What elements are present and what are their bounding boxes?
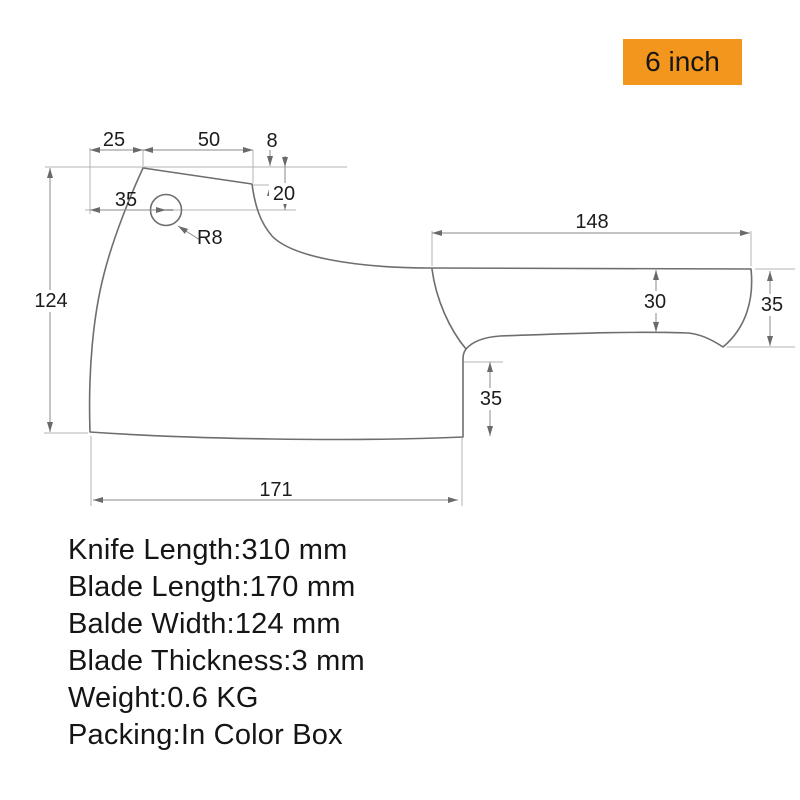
- dim-label-171: 171: [259, 479, 293, 501]
- dim-label-124: 124: [34, 290, 68, 312]
- dim-label-148: 148: [575, 211, 609, 233]
- label-masks: [31, 183, 788, 410]
- dimension-labels: [34, 129, 783, 501]
- dim-label-35-handle: 35: [760, 294, 784, 316]
- dim-label-35-neck: 35: [479, 388, 503, 410]
- dim-label-20: 20: [272, 183, 296, 205]
- spec-line-blade-length: Blade Length:170 mm: [68, 571, 356, 603]
- dim-label-8: 8: [266, 130, 278, 152]
- spec-line-blade-thickness: Blade Thickness:3 mm: [68, 645, 365, 677]
- spec-line-packing: Packing:In Color Box: [68, 719, 343, 751]
- size-badge-label: 6 inch: [645, 46, 720, 77]
- spec-line-blade-width: Balde Width:124 mm: [68, 608, 341, 640]
- dim-label-35-hole: 35: [114, 189, 138, 211]
- spec-line-weight: Weight:0.6 KG: [68, 682, 259, 714]
- dim-label-25: 25: [102, 129, 126, 151]
- dim-label-30: 30: [643, 291, 667, 313]
- neck-bolster-line: [432, 269, 466, 349]
- dimension-lines: [50, 150, 770, 500]
- spec-list: [68, 532, 365, 754]
- spec-line-knife-length: Knife Length:310 mm: [68, 534, 348, 566]
- dim-label-r8: R8: [197, 227, 223, 249]
- extension-lines: [44, 148, 795, 506]
- dim-label-50: 50: [197, 129, 221, 151]
